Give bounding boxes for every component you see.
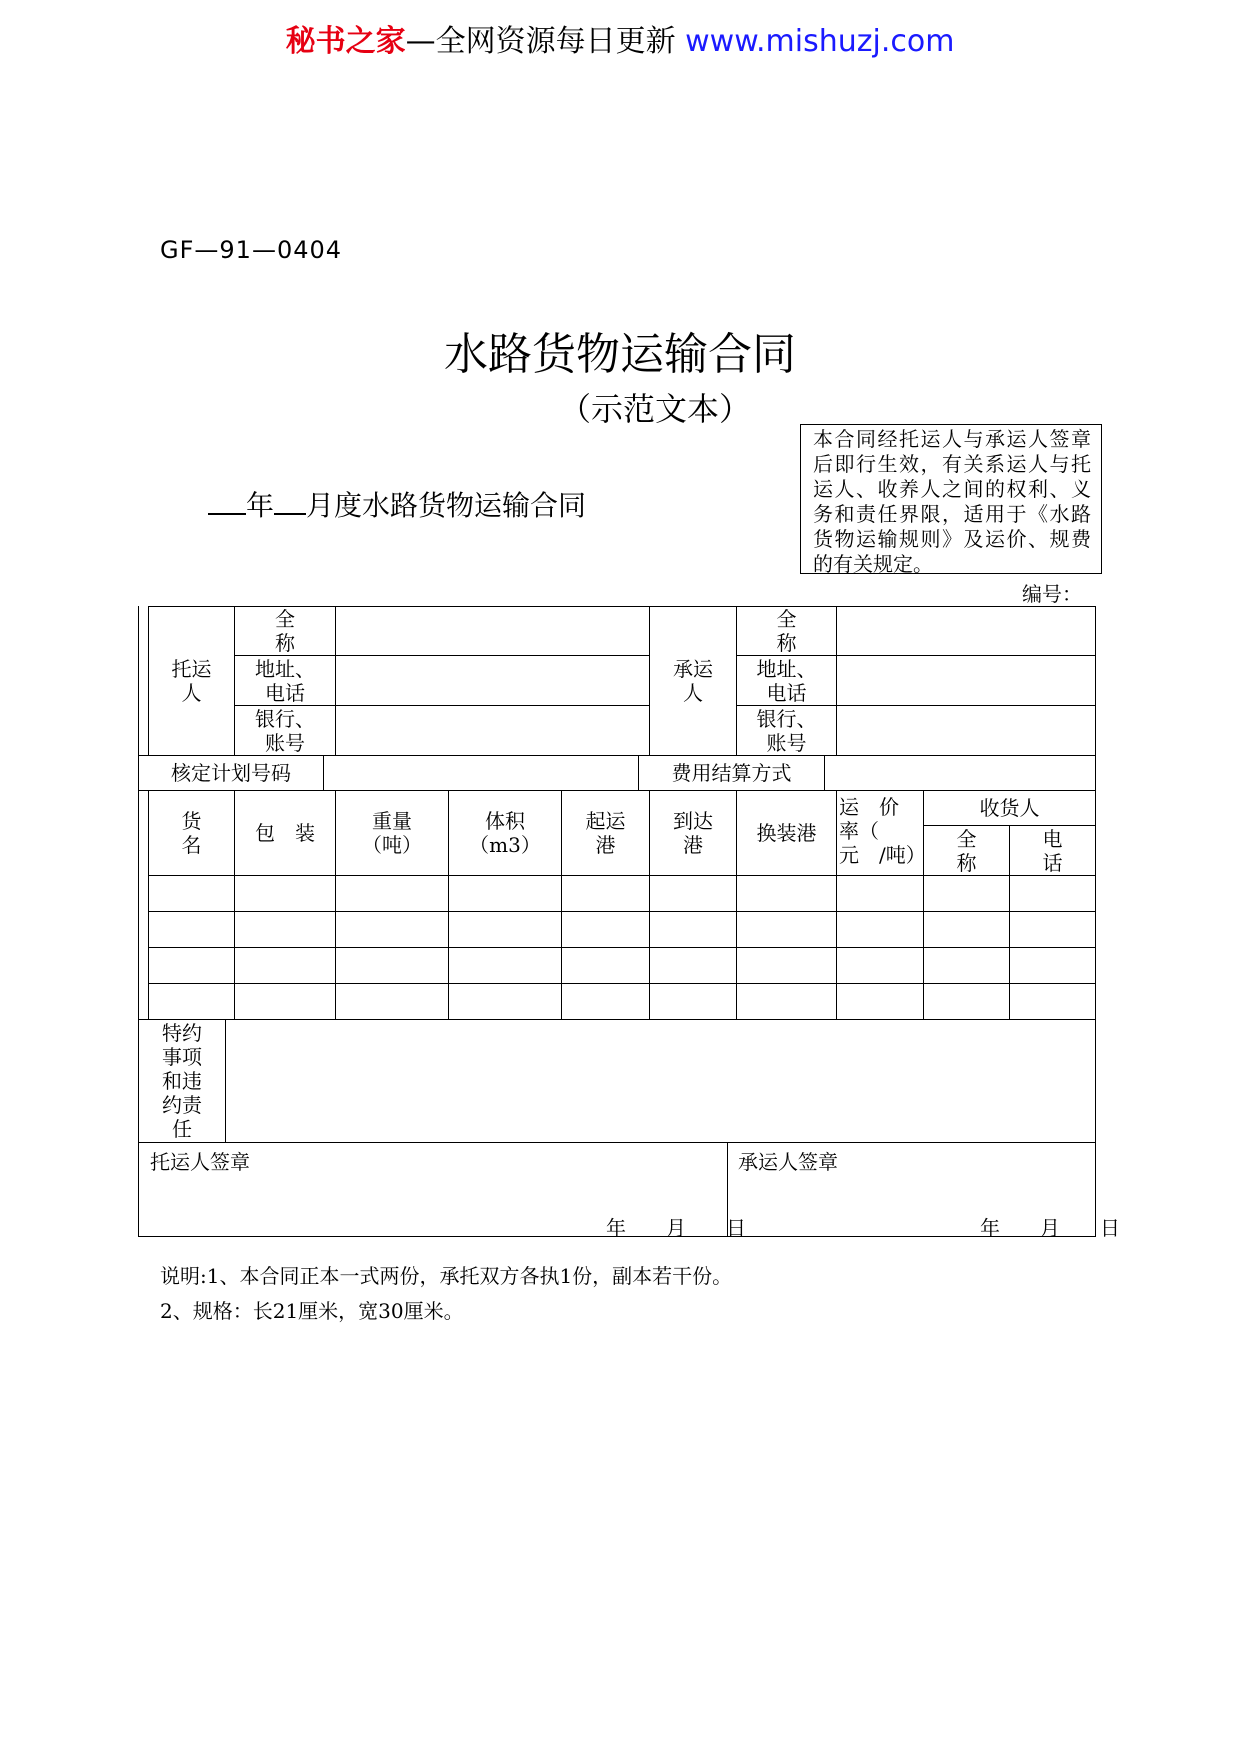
cargo-row-2-destination-port-cell[interactable] — [649, 911, 737, 948]
cargo-row-1-freight-rate-cell[interactable] — [836, 875, 924, 912]
col-header-rate-text: 运 价 率（ 元 /吨） — [839, 795, 926, 867]
carrier-name-label-cell — [736, 606, 837, 656]
cargo-row-2-freight-rate-cell[interactable] — [836, 911, 924, 948]
col-header-name — [148, 790, 235, 876]
validity-note-box: 本合同经托运人与承运人签章后即行生效，有关系运人与托运人、收养人之间的权利、义务和责任界限，适用于《水路货物运输规则》及运价、规费的有关规定。 — [800, 424, 1102, 574]
year-blank[interactable] — [208, 487, 246, 515]
special-terms-field[interactable] — [225, 1019, 1096, 1143]
col-header-name-text: 货名 — [181, 809, 202, 857]
cargo-row-1-volume-cell[interactable] — [448, 875, 562, 912]
footnote-2: 2、规格：长21厘米，宽30厘米。 — [160, 1299, 464, 1323]
cargo-row-2-transship-port-cell[interactable] — [736, 911, 837, 948]
shipper-address-label-cell — [234, 655, 336, 706]
cargo-row-4-destination-port-cell[interactable] — [649, 983, 737, 1020]
cargo-row-4-origin-port-cell[interactable] — [561, 983, 650, 1020]
period-title-rest: 月度水路货物运输合同 — [306, 489, 587, 522]
cargo-row-3-freight-rate-cell[interactable] — [836, 947, 924, 984]
col-header-consignee-phone — [1009, 825, 1096, 876]
cargo-row-1-origin-port-cell[interactable] — [561, 875, 650, 912]
carrier-bank-label: 银行、账号 — [756, 706, 817, 755]
cargo-row-1-cargo-name-cell[interactable] — [148, 875, 235, 912]
col-header-consignee-phone-text: 电话 — [1042, 826, 1063, 875]
site-banner — [0, 16, 1240, 60]
cargo-row-2-packing-cell[interactable] — [234, 911, 336, 948]
shipper-signature-label: 托运人签章 — [150, 1150, 250, 1174]
cargo-row-2-cargo-name-cell[interactable] — [148, 911, 235, 948]
carrier-signature-label: 承运人签章 — [738, 1150, 838, 1174]
cargo-row-3-weight-cell[interactable] — [335, 947, 449, 984]
cargo-row-4-freight-rate-cell[interactable] — [836, 983, 924, 1020]
col-header-origin-text: 起运港 — [585, 809, 626, 857]
cargo-row-left-line — [138, 875, 141, 912]
cargo-row-2-consignee-phone-cell[interactable] — [1009, 911, 1096, 948]
cargo-row-2-origin-port-cell[interactable] — [561, 911, 650, 948]
cargo-row-1-packing-cell[interactable] — [234, 875, 336, 912]
cargo-outer-left-line — [138, 790, 141, 876]
carrier-address-field[interactable] — [836, 655, 1096, 706]
col-header-origin — [561, 790, 650, 876]
shipper-address-field[interactable] — [335, 655, 650, 706]
carrier-address-label-cell — [736, 655, 837, 706]
col-header-weight-text: 重量（吨） — [362, 809, 422, 857]
shipper-name-label: 全称 — [275, 607, 295, 655]
col-header-consignee-name — [923, 825, 1010, 876]
carrier-signature-date: 年 月 日 — [980, 1216, 1120, 1240]
cargo-row-1-weight-cell[interactable] — [335, 875, 449, 912]
cargo-row-3-destination-port-cell[interactable] — [649, 947, 737, 984]
footnote-1: 说明:1、本合同正本一式两份，承托双方各执1份，副本若干份。 — [160, 1264, 733, 1288]
period-title — [208, 484, 586, 524]
settlement-label-cell — [638, 755, 825, 791]
col-header-volume — [448, 790, 562, 876]
carrier-bank-field[interactable] — [836, 705, 1096, 756]
month-blank[interactable] — [274, 487, 306, 515]
cargo-row-2-weight-cell[interactable] — [335, 911, 449, 948]
carrier-address-label: 地址、电话 — [756, 656, 817, 705]
col-header-weight — [335, 790, 449, 876]
banner-tagline: —全网资源每日更新 — [405, 24, 686, 59]
cargo-row-4-weight-cell[interactable] — [335, 983, 449, 1020]
carrier-label-cell — [649, 606, 737, 756]
shipper-label-cell — [148, 606, 235, 756]
banner-url[interactable]: www.mishuzj.com — [685, 24, 955, 59]
col-header-consignee-text: 收货人 — [979, 796, 1040, 820]
col-header-transship-text: 换装港 — [756, 821, 817, 845]
shipper-address-label: 地址、电话 — [255, 656, 315, 705]
banner-brand: 秘书之家 — [285, 24, 406, 59]
plan-number-label-cell — [138, 755, 324, 791]
cargo-row-left-line — [138, 947, 141, 984]
shipper-signature-date: 年 月 日 — [606, 1216, 746, 1240]
shipper-name-label-cell — [234, 606, 336, 656]
cargo-row-4-cargo-name-cell[interactable] — [148, 983, 235, 1020]
cargo-row-4-volume-cell[interactable] — [448, 983, 562, 1020]
cargo-row-3-consignee-name-cell[interactable] — [923, 947, 1010, 984]
col-header-destination-text: 到达港 — [673, 809, 713, 857]
document-title: 水路货物运输合同 — [444, 329, 796, 380]
cargo-row-4-transship-port-cell[interactable] — [736, 983, 837, 1020]
cargo-row-4-consignee-phone-cell[interactable] — [1009, 983, 1096, 1020]
cargo-row-3-consignee-phone-cell[interactable] — [1009, 947, 1096, 984]
col-header-consignee — [923, 790, 1096, 826]
shipper-bank-label: 银行、账号 — [255, 706, 315, 755]
col-header-consignee-name-text: 全称 — [956, 826, 977, 875]
cargo-row-left-line — [138, 911, 141, 948]
cargo-row-2-consignee-name-cell[interactable] — [923, 911, 1010, 948]
shipper-name-field[interactable] — [335, 606, 650, 656]
cargo-row-3-origin-port-cell[interactable] — [561, 947, 650, 984]
col-header-volume-text: 体积（m3） — [469, 809, 541, 857]
shipper-label: 托运人 — [171, 657, 212, 705]
shipper-bank-label-cell — [234, 705, 336, 756]
carrier-name-field[interactable] — [836, 606, 1096, 656]
col-header-rate — [836, 790, 924, 876]
cargo-row-3-cargo-name-cell[interactable] — [148, 947, 235, 984]
col-header-transship — [736, 790, 837, 876]
cargo-row-1-consignee-phone-cell[interactable] — [1009, 875, 1096, 912]
settlement-label: 费用结算方式 — [671, 761, 792, 785]
cargo-row-1-consignee-name-cell[interactable] — [923, 875, 1010, 912]
year-word: 年 — [246, 489, 275, 522]
cargo-row-1-destination-port-cell[interactable] — [649, 875, 737, 912]
col-header-packing — [234, 790, 336, 876]
cargo-row-3-packing-cell[interactable] — [234, 947, 336, 984]
cargo-row-1-transship-port-cell[interactable] — [736, 875, 837, 912]
outer-left-line — [138, 606, 141, 756]
special-terms-label: 特约事项和违约责任 — [162, 1021, 202, 1141]
plan-number-label: 核定计划号码 — [171, 761, 291, 785]
serial-number-label: 编号： — [1022, 582, 1082, 606]
cargo-row-4-packing-cell[interactable] — [234, 983, 336, 1020]
col-header-destination — [649, 790, 737, 876]
cargo-row-4-consignee-name-cell[interactable] — [923, 983, 1010, 1020]
shipper-bank-field[interactable] — [335, 705, 650, 756]
subtitle-text: （示范文本） — [558, 390, 751, 428]
carrier-name-label: 全称 — [776, 607, 797, 655]
special-terms-label-cell — [138, 1019, 226, 1143]
cargo-row-3-volume-cell[interactable] — [448, 947, 562, 984]
document-code: GF—91—0404 — [160, 236, 343, 264]
cargo-row-left-line — [138, 983, 141, 1020]
carrier-label: 承运人 — [673, 657, 713, 705]
cargo-row-2-volume-cell[interactable] — [448, 911, 562, 948]
settlement-field[interactable] — [824, 755, 1096, 791]
col-header-packing-text: 包 装 — [255, 821, 315, 845]
carrier-bank-label-cell — [736, 705, 837, 756]
cargo-row-3-transship-port-cell[interactable] — [736, 947, 837, 984]
plan-number-field[interactable] — [323, 755, 639, 791]
